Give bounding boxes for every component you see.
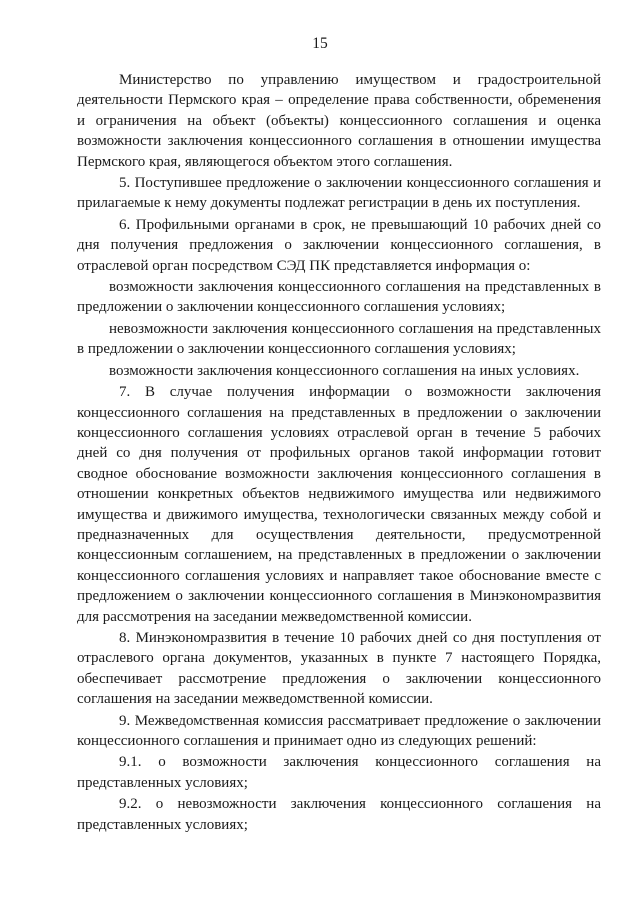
paragraph-item-5: 5. Поступившее предложение о заключении концессионного соглашения и прилагаемые к нему документы подлежат регистрации в день их поступления.	[77, 175, 601, 212]
paragraph-item-6: 6. Профильными органами в срок, не превышающий 10 рабочих дней со дня получения предложения о заключении концессионного соглашения, в отраслевой орган посредством СЭД ПК представляется информация о:	[77, 216, 601, 274]
paragraph-item-6-option-1: возможности заключения концессионного соглашения на представленных в предложении о заключении концессионного соглашения условиях;	[77, 279, 601, 316]
paragraph-item-6-option-2: невозможности заключения концессионного соглашения на представленных в предложении о заключении концессионного соглашения условиях;	[77, 320, 601, 358]
paragraph-item-9-2: 9.2. о невозможности заключения концессионного соглашения на представленных условиях;	[77, 796, 601, 833]
document-body	[77, 70, 601, 835]
paragraph-ministry-determination: Министерство по управлению имуществом и градостроительной деятельности Пермского края – определение права собственности, обременения и ограничения на объект (объекты) концессионного соглашения и оценка возможности заключения концессионного соглашения в отношении имущества Пермского края, являющегося объектом этого соглашения.	[77, 72, 601, 170]
page-number: 15	[312, 35, 328, 52]
paragraph-item-8: 8. Минэкономразвития в течение 10 рабочих дней со дня поступления от отраслевого органа документов, указанных в пункте 7 настоящего Порядка, обеспечивает рассмотрение предложения о заключении концессионного соглашения на заседании межведомственной комиссии.	[77, 629, 601, 708]
paragraph-item-9: 9. Межведомственная комиссия рассматривает предложение о заключении концессионного соглашения и принимает одно из следующих решений:	[77, 712, 601, 749]
paragraph-item-6-option-3: возможности заключения концессионного соглашения на иных условиях.	[109, 362, 580, 379]
paragraph-item-7: 7. В случае получения информации о возможности заключения концессионного соглашения на представленных в предложении о заключении концессионного соглашения условиях отраслевой орган в течение 5 рабочих дней со дня получения от профильных органов такой информации готовит сводное обоснование возможности заключения концессионного соглашения в отношении конкретных объектов недвижимого имущества или недвижимого имущества и движимого имущества, технологически связанных между собой и предназначенных для осуществления деятельности, предусмотренной концессионным соглашением, на представленных в предложении о заключении концессионного соглашения условиях и направляет такое обоснование вместе с предложением о заключении концессионного соглашения в Минэкономразвития для рассмотрения на заседании межведомственной комиссии.	[77, 384, 601, 625]
paragraph-item-9-1: 9.1. о возможности заключения концессионного соглашения на представленных условиях;	[77, 754, 601, 791]
